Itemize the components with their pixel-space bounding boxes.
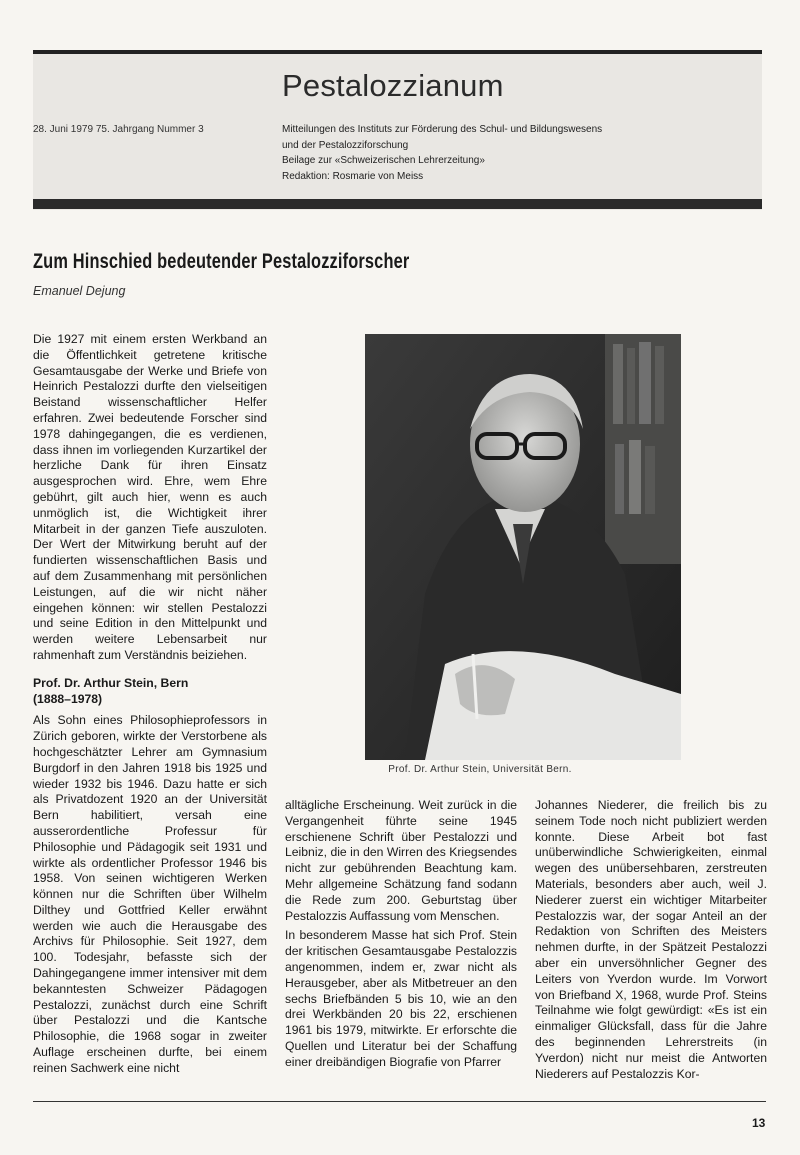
- body-paragraph: In besonderem Masse hat sich Prof. Stein der kritischen Gesamtausgabe Pestalozzis angenommen, indem er, zwar nicht als Herausgeber, aber als Mitbetreuer an den sechs Briefbänden 5 bis 10, wie an den drei Werkbänden 20 bis 22, erschienen 1961 bis 1979, mitwirkte. Er erforschte die Quellen und Literatur bei der Schaffung einer dreibändigen Biografie von Pfarrer: [285, 928, 517, 1069]
- page-number: 13: [752, 1116, 766, 1130]
- issue-info: 28. Juni 1979 75. Jahrgang Nummer 3: [33, 124, 204, 135]
- column-3: [535, 798, 767, 1082]
- body-paragraph: alltägliche Erscheinung. Weit zurück in die Vergangenheit führte seine 1945 erschienene Schrift über Pestalozzi und Leibniz, die in den Wirren des Kriegsendes nicht zur gebührenden Beachtung kam. Mehr allgemeine Schätzung fand sodann die Rede zum 200. Geburtstag über Pestalozzis Auffassung vom Menschen.: [285, 798, 517, 923]
- column-1: [33, 332, 267, 1077]
- masthead-info: [282, 122, 602, 184]
- publication-title: Pestalozzianum: [282, 68, 504, 103]
- intro-paragraph: Die 1927 mit einem ersten Werkband an die Öffentlichkeit getretene kritische Gesamtausgabe der Werke und Briefe von Heinrich Pestalozzi durfte den vielseitigen Beistand wissenschaftlicher Helfer erfahren. Zwei bedeutende Forscher sind 1978 dahingegangen, die es verdienen, dass ihnen im vorliegenden Kurzartikel der herzliche Dank für ihren Einsatz ausgesprochen wird. Ehre, wem Ehre gebührt, gilt auch hier, wenn es auch unmöglich ist, die Wichtigkeit ihrer Mitarbeit in der ganzen Tiefe auszuloten. Der Wert der Mitwirkung beruht auf der fundierten wissenschaftlichen Basis und auf dem Zusammenhang mit persönlichen Leistungen, auf die wir nicht näher eingehen können: wir stellen Pestalozzi und seine Edition in den Mittelpunkt und werden weitere Lebensarbeit nur rahmenhaft zum Verständnis beiziehen.: [33, 332, 267, 662]
- masthead-bottom-rule: [33, 199, 762, 209]
- masthead-line: Mitteilungen des Instituts zur Förderung des Schul- und Bildungswesens: [282, 124, 603, 135]
- subheading-years: (1888–1978): [33, 691, 103, 706]
- portrait-image: [365, 334, 681, 760]
- masthead-line: Beilage zur «Schweizerischen Lehrerzeitung»: [282, 155, 485, 166]
- column-2: [285, 798, 517, 1071]
- masthead-line: und der Pestalozziforschung: [282, 139, 409, 151]
- footer-rule: [33, 1101, 766, 1102]
- body-paragraph: Johannes Niederer, die freilich bis zu seinem Tode noch nicht publiziert werden konnte. Diese Arbeit bot fast unüberwindliche Schwierigkeiten, einmal wegen des unübersehbaren, zerstreuten Materials, besonders aber auch, weil J. Niederer zuerst ein wichtiger Mitarbeiter Pestalozzis war, der sogar Anteil an der Redaktion von Schriften des Meisters nehmen durfte, in der Spätzeit Pestalozzi aber ein unversöhnlicher Gegner des Leiters von Yverdon wurde. Im Vorwort von Briefband X, 1968, wurde Prof. Steins Teilnahme wie folgt gewürdigt: «Es ist ein einmaliger Glücksfall, dass für die Jahre des beginnenden Lehrerstreits (in Yverdon) nicht nur meist die Antworten Niederers auf Pestalozzis Kor-: [535, 798, 767, 1081]
- photo-caption: Prof. Dr. Arthur Stein, Universität Bern.: [388, 764, 572, 775]
- masthead-top-rule: [33, 50, 762, 54]
- section-subheading: [33, 676, 267, 708]
- article-author: Emanuel Dejung: [33, 284, 126, 298]
- portrait-photo: [365, 334, 681, 760]
- body-paragraph: Als Sohn eines Philosophieprofessors in Zürich geboren, wirkte der Verstorbene als hochgeschätzter Lehrer am Gymnasium Burgdorf in den Jahren 1918 bis 1925 und wieder 1932 bis 1946. Dazu hatte er sich als Privatdozent 1920 an der Universität Bern habilitiert, versah eine ausserordentliche Professur für Philosophie und Pädagogik seit 1931 und wirkte als ordentlicher Professor 1946 bis 1958. Von seinen wichtigeren Werken können nur die Schriften über Wilhelm Dilthey und Gottfried Keller erwähnt werden wie auch die Herausgabe des Archivs für Philosophie. Seit 1927, dem 100. Todesjahr, befasste sich der Dahingegangene immer intensiver mit dem bekanntesten Schweizer Pädagogen Pestalozzi, zunächst durch eine Schrift über Pestalozzi und die Kantsche Philosophie, die 1968 sogar in zweiter Auflage erscheinen durfte, bei einem reinen Sachwerk eine nicht: [33, 713, 267, 1075]
- masthead-line: Redaktion: Rosmarie von Meiss: [282, 170, 424, 182]
- subheading-name: Prof. Dr. Arthur Stein, Bern: [33, 675, 189, 690]
- article-headline: Zum Hinschied bedeutender Pestalozziforscher: [33, 250, 410, 273]
